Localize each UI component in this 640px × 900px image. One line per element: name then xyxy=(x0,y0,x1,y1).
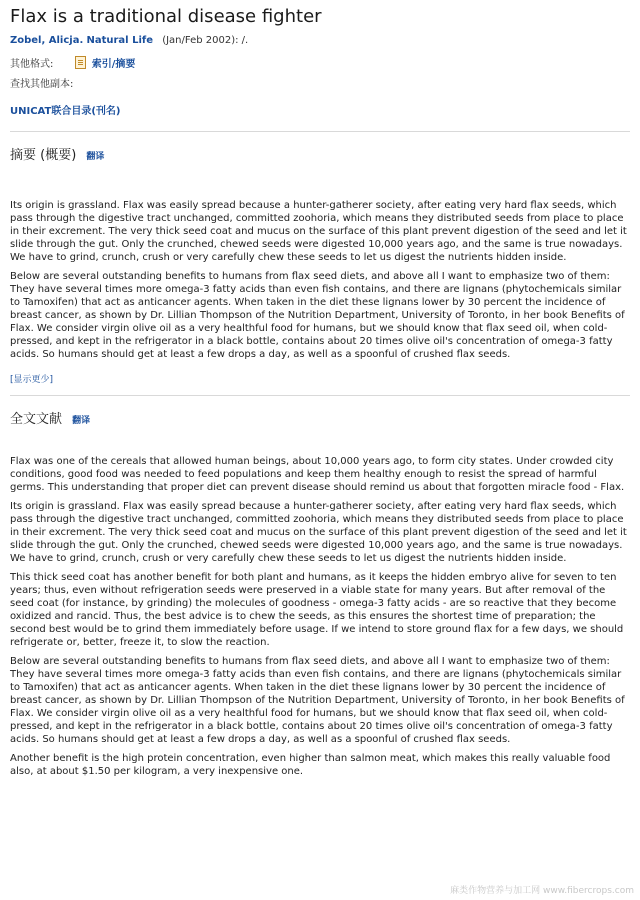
abstract-translate-link[interactable]: 翻译 xyxy=(86,152,105,162)
fulltext-paragraph: Its origin is grassland. Flax was easily spread because a hunter-gatherer society, after eating very hard flax seeds, which pass through the digestive tract unchanged, committed zoohoria, which means they distributed seeds from place to place in their excrement. The very thick seed coat and mucus on the surface of this plant prevent digestion of the seed and let it slide through the gut. Only the crunched, chewed seeds were digested 10,000 years ago, and the same is true nowadays. We have to grind, crunch, crush or very carefully chew these seeds to let us digest the nutrients hidden inside. xyxy=(10,501,627,564)
find-copies-row xyxy=(10,78,630,92)
find-copies-label: 查找其他副本: xyxy=(10,79,74,90)
article-title: Flax is a traditional disease fighter xyxy=(10,6,322,27)
fulltext-paragraph: Below are several outstanding benefits to humans from flax seed diets, and above all I want to emphasize two of them: They have several times more omega-3 fatty acids than even fish contains, and there are lignans (phytochemicals similar to Tamoxifen) that act as anticancer agents. When taken in the diet these lignans lower by 30 percent the incidence of breast cancer, as shown by Dr. Lillian Thompson of the Nutrition Department, University of Toronto, in her book Benefits of Flax. We consider virgin olive oil as a very healthful food for humans, but we should know that flax seed oil, when cold-pressed, and kept in the refrigerator in a black bottle, contains about 20 times olive oil's concentration of omega-3 fatty acids. So humans should get at least a few drops a day, as well as a spoonful of crushed flax seeds. xyxy=(10,656,625,745)
unicat-link[interactable]: UNICAT联合目录(刊名) xyxy=(10,106,121,117)
fulltext-paragraph: Flax was one of the cereals that allowed human beings, about 10,000 years ago, to form city states. Under crowded city conditions, good food was needed to feed populations and keep them healthy enough to resist the spread of harmful germs. This understanding that proper diet can prevent disease should remind us about that forgotten miracle food - Flax. xyxy=(10,456,625,493)
index-abstract-link[interactable]: 索引/摘要 xyxy=(91,59,136,70)
other-formats-label: 其他格式: xyxy=(10,59,54,70)
journal-link[interactable]: Natural Life xyxy=(86,35,154,46)
issue-info: (Jan/Feb 2002): /. xyxy=(162,35,249,46)
fulltext-heading xyxy=(10,408,630,427)
abstract-heading xyxy=(10,144,630,163)
citation xyxy=(10,34,630,48)
abstract-paragraph: Its origin is grassland. Flax was easily spread because a hunter-gatherer society, after eating very hard flax seeds, which pass through the digestive tract unchanged, committed zoohoria, which means they distributed seeds from place to place in their excrement. The very thick seed coat and mucus on the surface of this plant prevent digestion of the seed and let it slide through the gut. Only the crunched, chewed seeds were digested 10,000 years ago, and the same is true nowadays. We have to grind, crunch, crush or very carefully chew these seeds to let us digest the nutrients hidden inside. xyxy=(10,200,627,263)
fulltext-translate-link[interactable]: 翻译 xyxy=(72,416,91,426)
show-less-link[interactable]: [显示更少] xyxy=(10,375,54,385)
document-icon xyxy=(75,56,86,69)
fulltext-paragraph: Another benefit is the high protein concentration, even higher than salmon meat, which makes this really valuable food also, at about $1.50 per kilogram, a very inexpensive one. xyxy=(10,753,611,777)
abstract-paragraph: Below are several outstanding benefits to humans from flax seed diets, and above all I want to emphasize two of them: They have several times more omega-3 fatty acids than even fish contains, and there are lignans (phytochemicals similar to Tamoxifen) that act as anticancer agents. When taken in the diet these lignans lower by 30 percent the incidence of breast cancer, as shown by Dr. Lillian Thompson of the Nutrition Department, University of Toronto, in her book Benefits of Flax. We consider virgin olive oil as a very healthful food for humans, but we should know that flax seed oil, when cold-pressed, and kept in the refrigerator in a black bottle, contains about 20 times olive oil's concentration of omega-3 fatty acids. So humans should get at least a few drops a day, as well as a spoonful of crushed flax seeds. xyxy=(10,271,625,360)
abstract-title: 摘要 (概要) xyxy=(10,148,77,163)
fulltext-paragraph: This thick seed coat has another benefit for both plant and humans, as it keeps the hidden embryo alive for seven to ten years; thus, even without refrigeration seeds were preserved in a viable state for many years. But after removal of the seed coat (for instance, by grinding) the molecules of goodness - omega-3 fatty acids - are so reactive that they become oxidized and rancid. Thus, the best advice is to chew the seeds, as this ensures the shortest time of preparation; the second best would be to grind them immediately before usage. If we intend to store ground flax for a few days, we should refrigerate or, better, freeze it, to slow the reaction. xyxy=(10,572,624,648)
divider xyxy=(10,395,630,396)
watermark: 麻类作物营养与加工网 www.fibercrops.com xyxy=(450,886,634,896)
fulltext-title: 全文文献 xyxy=(10,412,63,427)
divider xyxy=(10,131,630,132)
author-link[interactable]: Zobel, Alicja. xyxy=(10,35,84,46)
other-formats-row xyxy=(10,56,630,72)
